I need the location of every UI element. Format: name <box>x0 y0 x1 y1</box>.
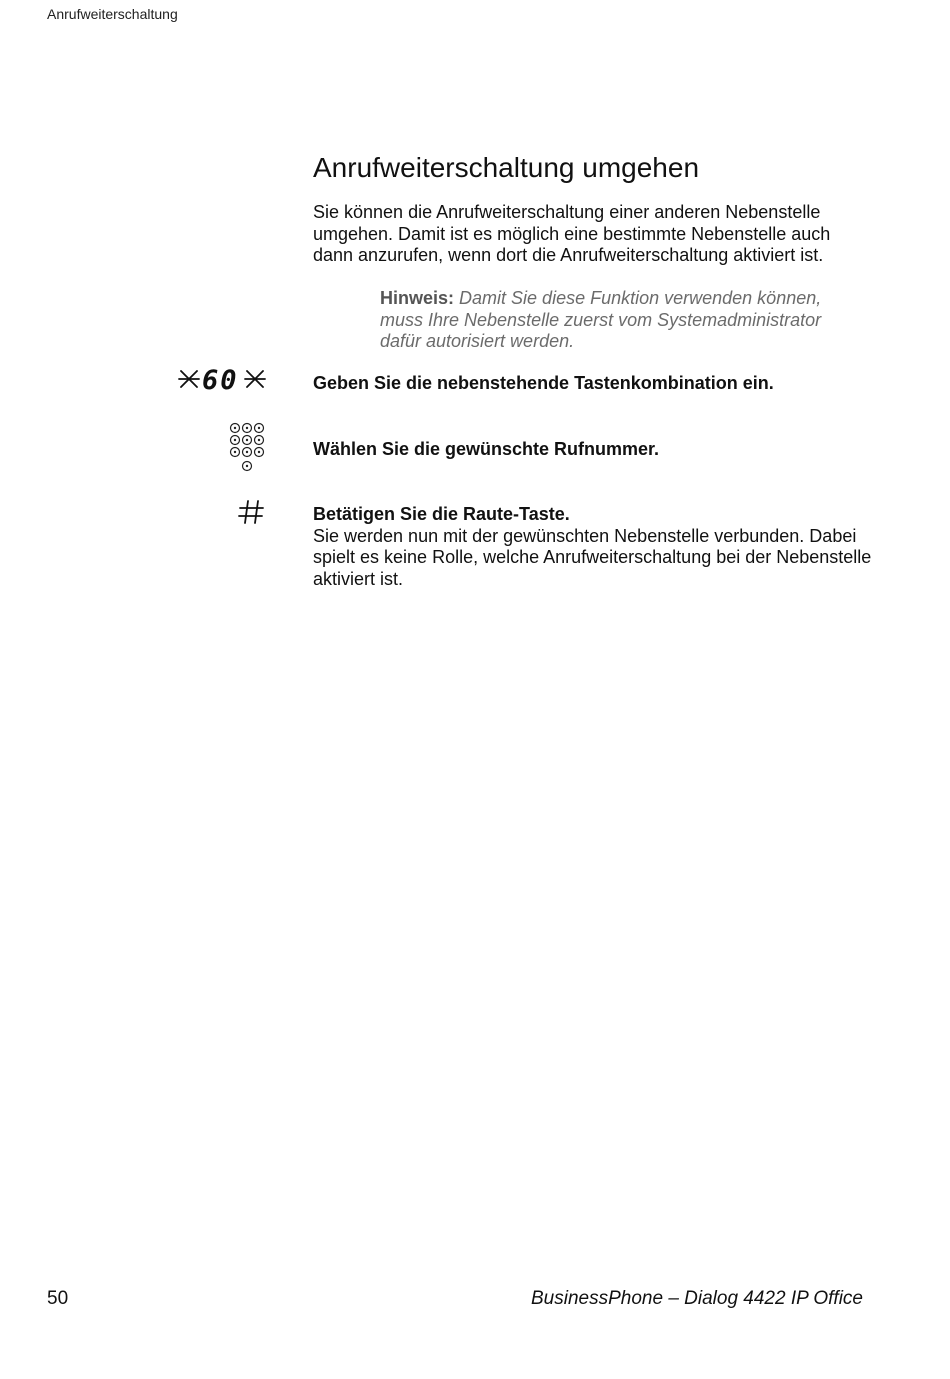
running-head: Anrufweiterschaltung <box>47 6 178 22</box>
step-3-title: Betätigen Sie die Raute-Taste. <box>313 504 570 524</box>
step-1 <box>313 373 873 395</box>
footer-document-title: BusinessPhone – Dialog 4422 IP Office <box>531 1288 863 1309</box>
star-60-star-code-icon <box>178 365 268 399</box>
keypad-icon <box>229 421 267 475</box>
star-icon <box>244 368 266 390</box>
code-digits: 60 <box>202 365 239 396</box>
hash-key-icon <box>236 496 268 528</box>
note <box>380 288 860 353</box>
intro-paragraph: Sie können die Anrufweiterschaltung einer anderen Nebenstelle umgehen. Damit ist es möglich eine bestimmte Nebenstelle auch dann anzurufen, wenn dort die Anrufweiterschaltung aktiviert ist. <box>313 202 831 265</box>
step-1-title: Geben Sie die nebenstehende Tastenkombination ein. <box>313 373 774 393</box>
step-2 <box>313 439 873 461</box>
step-2-title: Wählen Sie die gewünschte Rufnummer. <box>313 439 660 459</box>
section-title: Anrufweiterschaltung umgehen <box>313 152 700 183</box>
note-text: Damit Sie diese Funktion verwenden können, muss Ihre Nebenstelle zuerst vom Systemadministrator dafür autorisiert werden. <box>380 288 822 351</box>
step-3 <box>313 504 873 590</box>
note-label: Hinweis: <box>380 288 455 308</box>
page-number: 50 <box>47 1288 69 1309</box>
step-3-body: Sie werden nun mit der gewünschten Nebenstelle verbunden. Dabei spielt es keine Rolle, welche Anrufweiterschaltung bei der Nebenstelle aktiviert ist. <box>313 525 872 589</box>
star-icon <box>178 368 200 390</box>
